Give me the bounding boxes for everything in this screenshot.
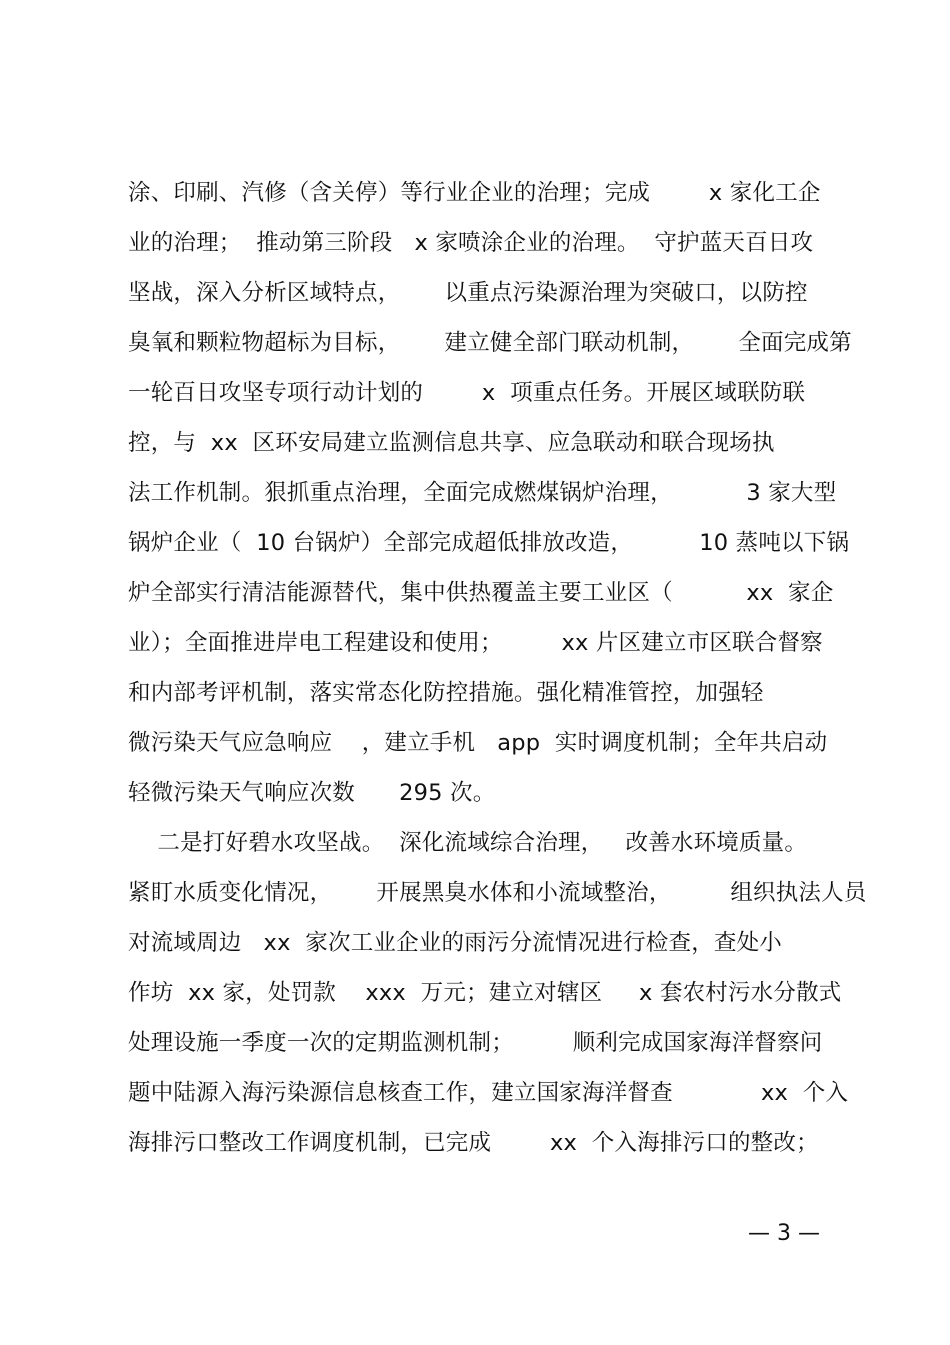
- text-line: 臭氧和颗粒物超标为目标， 建立健全部门联动机制， 全面完成第: [128, 330, 852, 356]
- text-line: 涂、印刷、汽修（含关停）等行业企业的治理；完成 x 家化工企: [128, 180, 821, 206]
- text-line: 和内部考评机制，落实常态化防控措施。强化精准管控，加强轻: [128, 680, 764, 706]
- text-line: 坚战，深入分析区域特点， 以重点污染源治理为突破口，以防控: [128, 280, 808, 306]
- text-line: 锅炉企业（ 10 台锅炉）全部完成超低排放改造， 10 蒸吨以下锅: [128, 530, 850, 556]
- paragraph-start-line: 二是打好碧水攻坚战。 深化流域综合治理， 改善水环境质量。: [128, 830, 808, 856]
- text-line: 控，与 xx 区环安局建立监测信息共享、应急联动和联合现场执: [128, 430, 775, 456]
- text-line: 业）；全面推进岸电工程建设和使用； xx 片区建立市区联合督察: [128, 630, 823, 656]
- text-line: 海排污口整改工作调度机制，已完成 xx 个入海排污口的整改；: [128, 1130, 819, 1156]
- text-line: 一轮百日攻坚专项行动计划的 x 项重点任务。开展区域联防联: [128, 380, 806, 406]
- text-line: 紧盯水质变化情况， 开展黑臭水体和小流域整治， 组织执法人员: [128, 880, 867, 906]
- text-line: 处理设施一季度一次的定期监测机制； 顺利完成国家海洋督察问: [128, 1030, 823, 1056]
- text-line: 题中陆源入海污染源信息核查工作，建立国家海洋督查 xx 个入: [128, 1080, 849, 1106]
- text-line: 对流域周边 xx 家次工业企业的雨污分流情况进行检查，查处小: [128, 930, 782, 956]
- page-number: — 3 —: [748, 1221, 820, 1246]
- text-line: 微污染天气应急响应 ，建立手机 app 实时调度机制；全年共启动: [128, 730, 828, 756]
- text-line: 作坊 xx 家，处罚款 xxx 万元；建立对辖区 x 套农村污水分散式: [128, 980, 842, 1006]
- text-line: 法工作机制。狠抓重点治理，全面完成燃煤锅炉治理， 3 家大型: [128, 480, 837, 506]
- text-line: 轻微污染天气响应次数 295 次。: [128, 780, 496, 806]
- text-line: 业的治理； 推动第三阶段 x 家喷涂企业的治理。 守护蓝天百日攻: [128, 230, 814, 256]
- text-line: 炉全部实行清洁能源替代，集中供热覆盖主要工业区（ xx 家企: [128, 580, 834, 606]
